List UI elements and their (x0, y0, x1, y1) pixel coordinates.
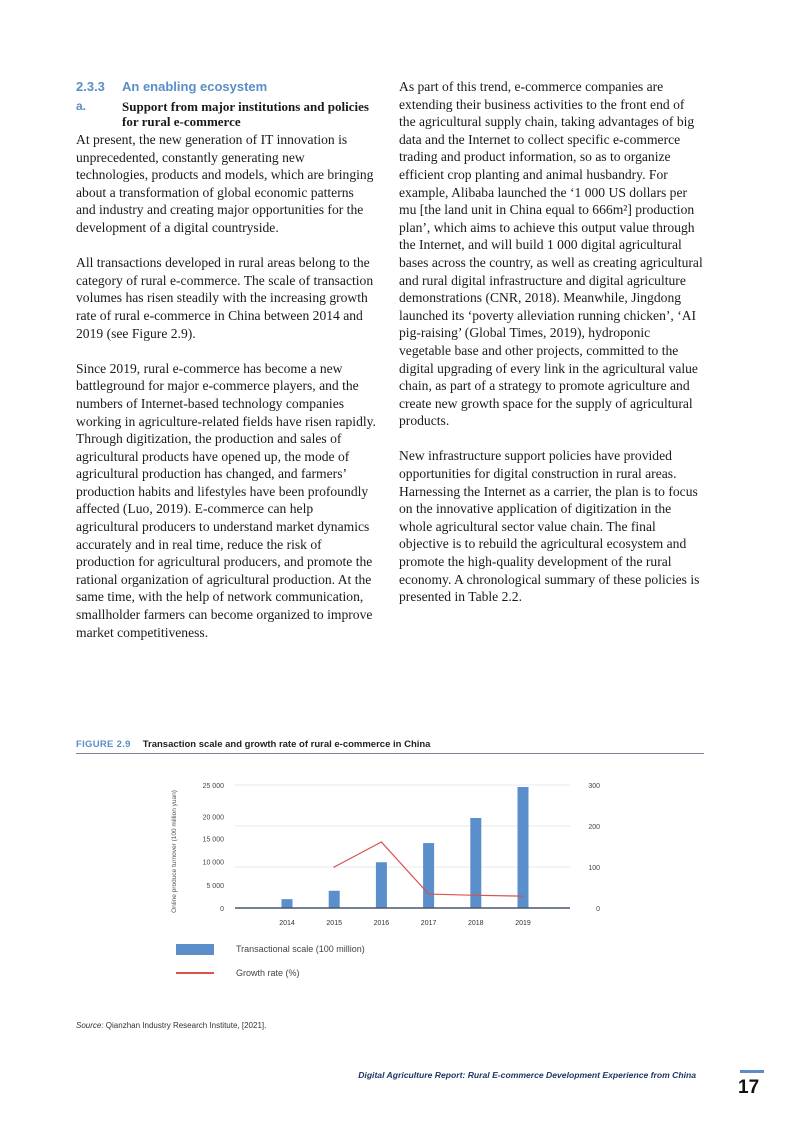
y-left-tick-label: 0 (220, 906, 224, 913)
chart-legend (176, 943, 365, 991)
x-tick-label: 2015 (326, 920, 342, 927)
y-right-tick-label: 200 (588, 824, 600, 831)
y-right-tick-label: 300 (588, 783, 600, 790)
figure-source (76, 1021, 266, 1030)
bar-2014 (282, 899, 293, 908)
x-tick-label: 2014 (279, 920, 295, 927)
paragraph: As part of this trend, e-commerce companies are extending their business activities to the front end of the agricultural supply chain, taking advantages of big data and the Internet to collect specific e-commerce trading and product information, so as to organize efficient crop planting and animal husbandry. For example, Alibaba launched the ‘1 000 US dollars per mu [the land unit in China equal to 666m²] production plan’, which aims to achieve this output value through the Internet, and will build 1 000 digital agricultural bases across the country, as well as creating agricultural and rural digital infrastructure and digital agriculture demonstrations (CNR, 2018). Meanwhile, Jingdong launched its ‘poverty alleviation running chicken’, ‘AI pig-raising’ (Global Times, 2019), hydroponic vegetable base and other projects, committed to the digital upgrading of every link in the agricultural value chain, as part of a strategy to promote agriculture and create new growth space for the supply of agricultural products. (399, 79, 703, 429)
y-left-tick-label: 5 000 (206, 882, 224, 890)
x-tick-label: 2017 (420, 920, 437, 927)
paragraph: At present, the new generation of IT innovation is unprecedented, constantly generating new technologies, products and models, which are bringing about a transformation of global economic patterns and industry and creating major opportunities for the development of a digital countryside. (76, 132, 374, 235)
growth-point-2016 (381, 841, 383, 843)
figure-number: FIGURE 2.9 (76, 739, 131, 750)
growth-point-2017 (428, 893, 430, 895)
source-label: Source: (76, 1021, 104, 1030)
y-left-tick-label: 10 000 (202, 859, 224, 867)
bar-2019 (518, 787, 529, 908)
growth-point-2018 (475, 894, 477, 896)
x-tick-label: 2018 (468, 920, 484, 927)
subsection-title: Support from major institutions and policies for rural e-commerce (122, 99, 369, 129)
legend-item-line (176, 967, 365, 979)
subsection-heading (76, 99, 376, 129)
right-column (399, 78, 704, 623)
source-text: Qianzhan Industry Research Institute, [2021]. (103, 1021, 267, 1030)
y-right-tick-label: 0 (596, 906, 600, 913)
section-heading (76, 78, 376, 95)
bar-2017 (423, 843, 434, 908)
y-left-tick-label: 25 000 (202, 783, 224, 790)
left-column (76, 78, 376, 659)
combo-chart (160, 770, 620, 930)
y-right-tick-label: 100 (588, 865, 600, 872)
legend-line-label: Growth rate (%) (236, 968, 300, 978)
bar-2015 (329, 891, 340, 908)
section-number: 2.3.3 (76, 79, 105, 94)
x-tick-label: 2019 (515, 920, 531, 927)
legend-bar-swatch (176, 944, 214, 955)
page-number: 17 (738, 1077, 760, 1098)
figure-title: Transaction scale and growth rate of rural e-commerce in China (142, 739, 431, 750)
figure-caption (76, 739, 704, 754)
section-title: An enabling ecosystem (122, 79, 268, 94)
legend-line-swatch (176, 972, 214, 974)
paragraph: All transactions developed in rural areas belong to the category of rural e-commerce. The scale of transaction volumes has risen steadily with the increasing growth rate of rural e-commerce in China between 2014 and 2019 (see Figure 2.9). (76, 255, 374, 341)
subsection-label: a. (76, 99, 87, 113)
legend-item-bar (176, 943, 365, 955)
growth-point-2015 (333, 866, 335, 868)
y-left-tick-label: 20 000 (202, 814, 224, 822)
paragraph: New infrastructure support policies have provided opportunities for digital construction in rural areas. Harnessing the Internet as a carrier, the plan is to focus on the innovative application of digitization in the whole agricultural sector value chain. The final objective is to rebuild the agricultural ecosystem and promote the high-quality development of the rural economy. A chronological summary of these policies is presented in Table 2.2. (399, 448, 700, 605)
footer-report-title: Digital Agriculture Report: Rural E-commerce Development Experience from China (358, 1070, 696, 1080)
bar-2016 (376, 862, 387, 908)
page-number-accent (740, 1070, 764, 1073)
x-tick-label: 2016 (373, 920, 390, 927)
legend-bar-label: Transactional scale (100 million) (236, 944, 365, 954)
y-axis-title: Online produce turnover (100 million yuan) (171, 790, 178, 913)
y-left-tick-label: 15 000 (202, 836, 224, 844)
growth-point-2019 (522, 895, 524, 897)
paragraph: Since 2019, rural e-commerce has become a new battleground for major e-commerce players, and the numbers of Internet-based technology companies working in agriculture-related fields have risen rapidly. Through digitization, the production and sales of agricultural products have opened up, the mode of agricultural production has changed, and farmers’ production habits and lifestyles have been profoundly affected (Luo, 2019). E-commerce can help agricultural producers to understand market dynamics accurately and in real time, reduce the risk of production for agricultural producers, and promote the rational organization of agricultural production. At the same time, with the help of network communication, smallholder farmers can become organized to improve market competitiveness. (76, 360, 376, 640)
